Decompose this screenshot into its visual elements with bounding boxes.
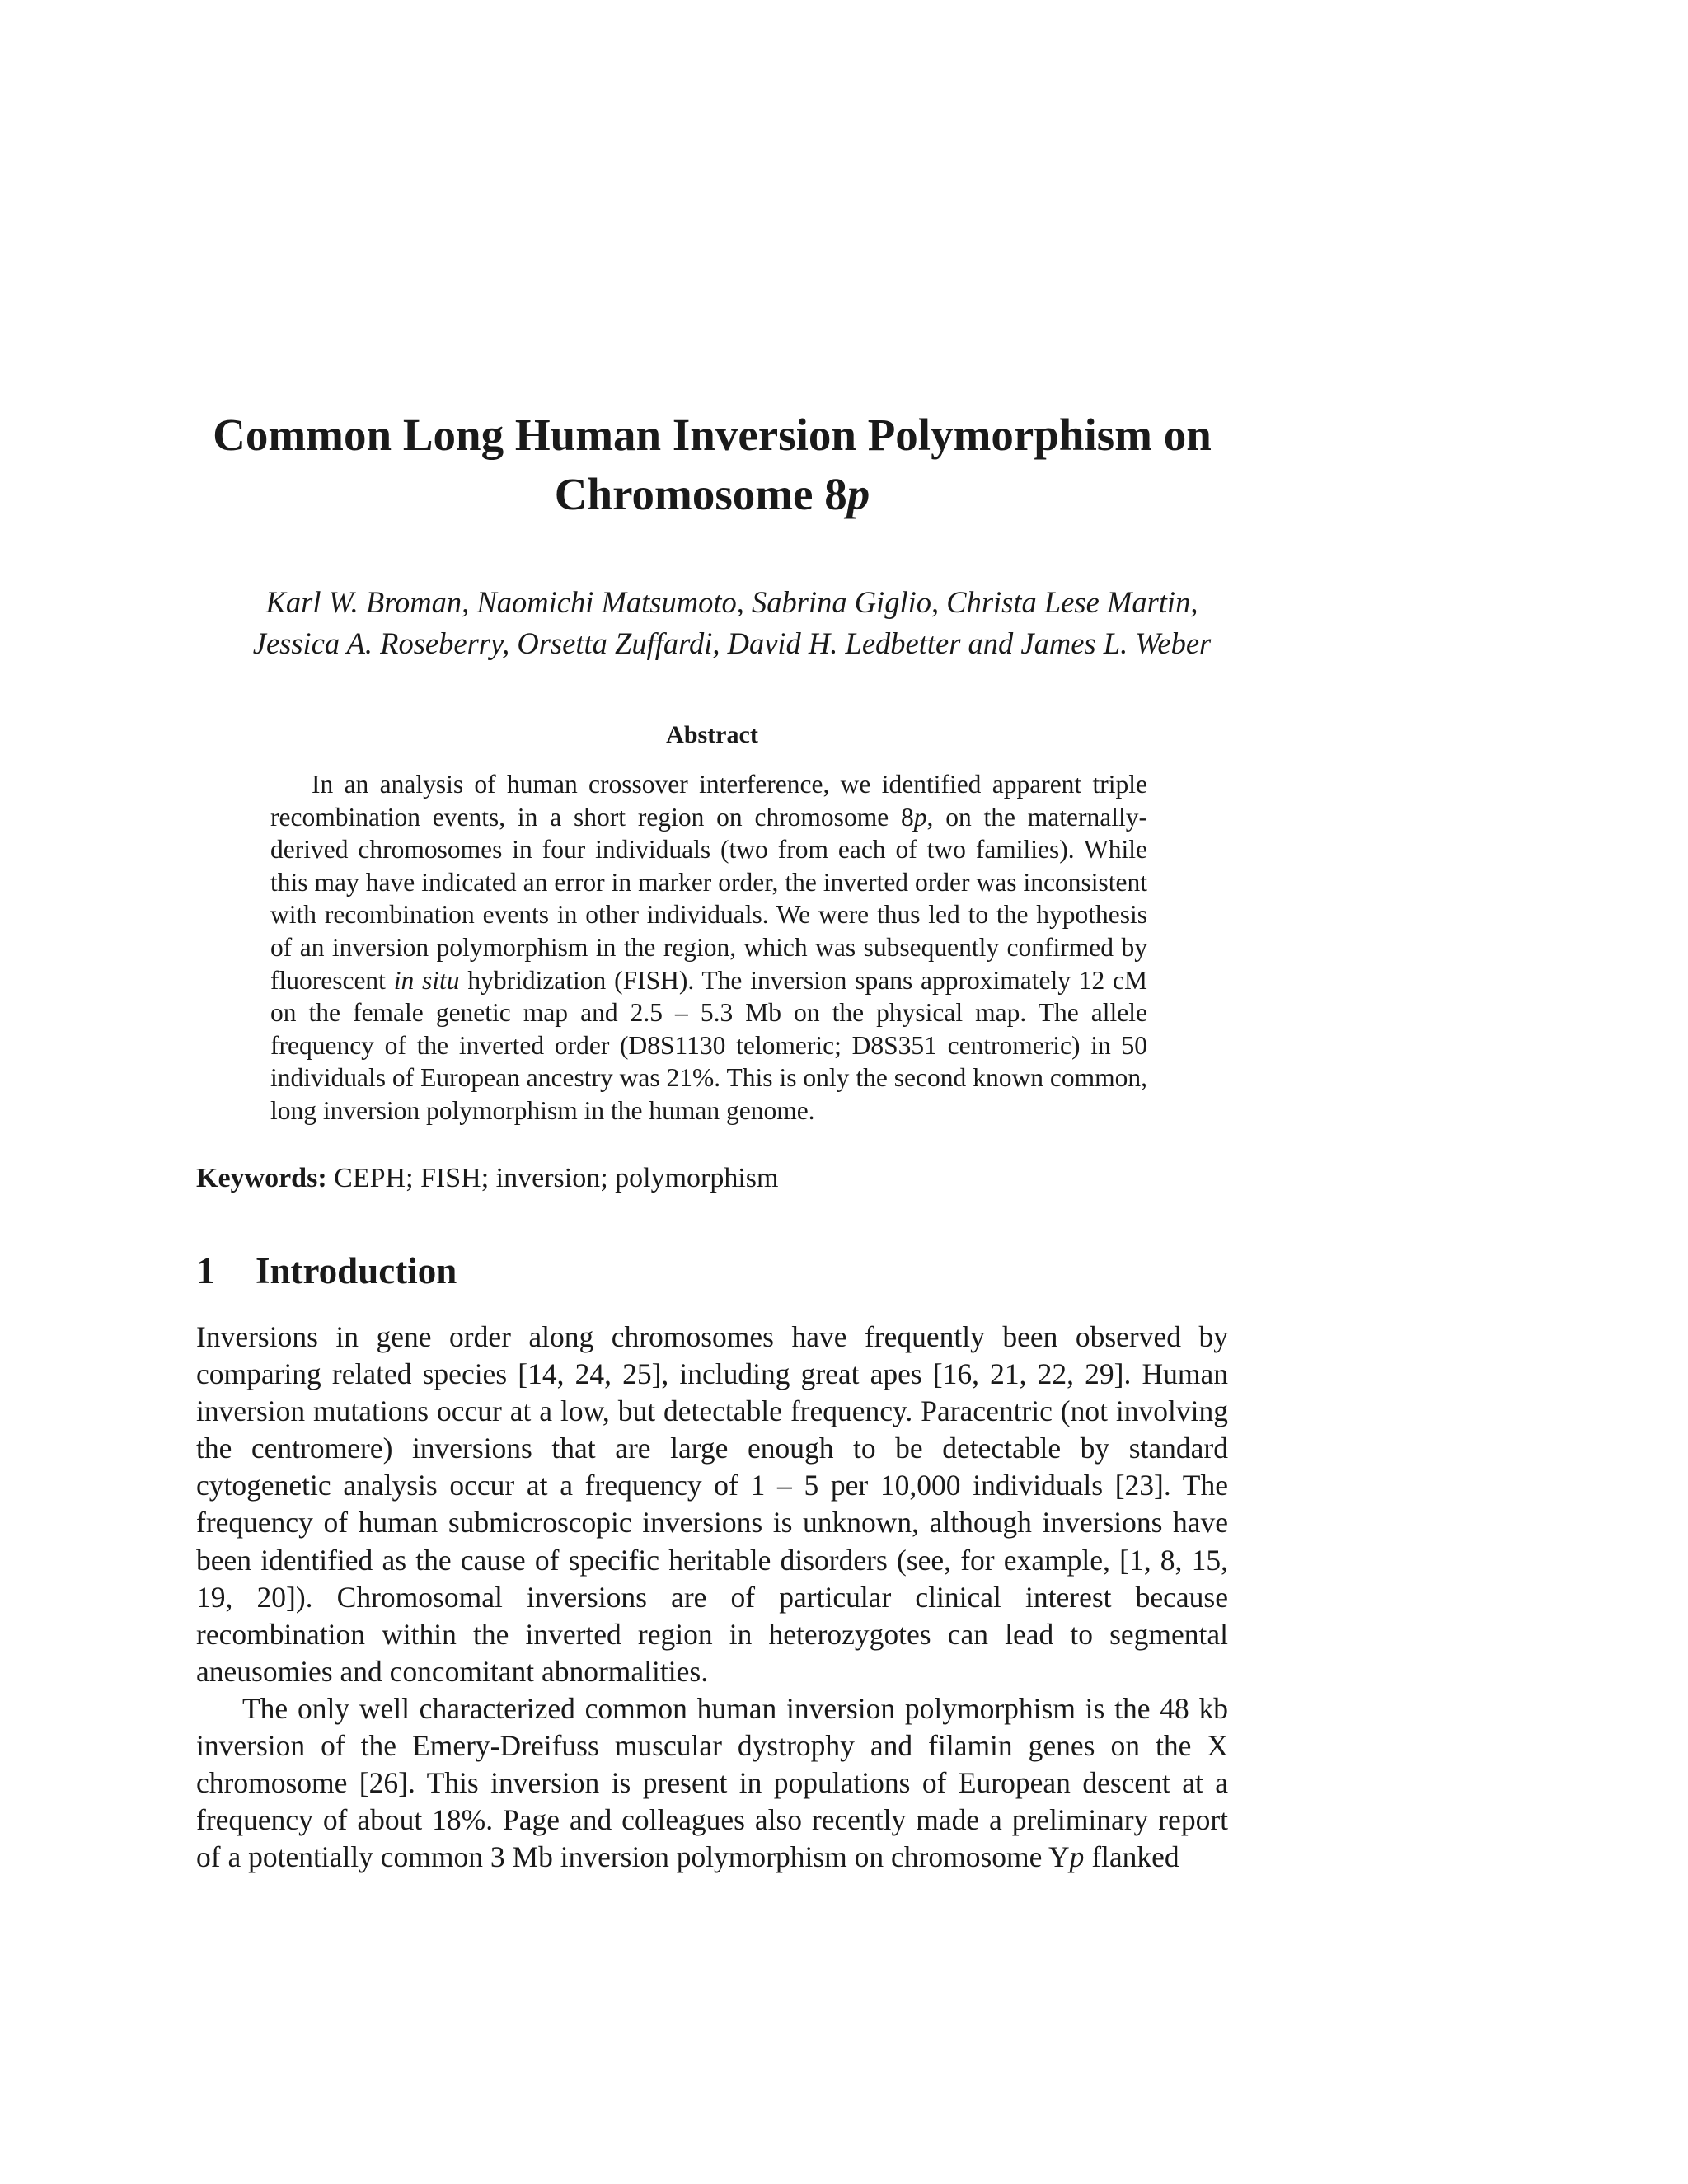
section-heading-introduction bbox=[196, 1246, 457, 1296]
body-paragraph-2-main: The only well characterized common human inversion polymorphism is the 48 kb inversion of the Emery-Dreifuss muscular dystrophy and filamin genes on the X chromosome [26]. This inversion is present in populations of European descent at a frequency of about 18%. Page and colleagues also recently made a preliminary report of a potentially common 3 Mb inversion polymorphism on chromosome Y bbox=[196, 1691, 1228, 1874]
keywords bbox=[196, 1160, 1228, 1197]
abstract-part-2: , on the maternally-derived chromosomes in four individuals (two from each of two families). While this may have indicated an error in marker order, the inverted order was inconsistent with recombination events in other individuals. We were thus led to the hypothesis of an inversion polymorphism in the region, which was subsequently confirmed by fluorescent bbox=[270, 802, 1147, 995]
title-line-1: Common Long Human Inversion Polymorphism on bbox=[213, 410, 1212, 460]
title-line-2: Chromosome 8 bbox=[554, 469, 847, 519]
section-number: 1 bbox=[196, 1250, 215, 1291]
body-paragraph-2 bbox=[196, 1690, 1228, 1876]
abstract-part-3: hybridization (FISH). The inversion spans approximately 12 cM on the female genetic map and 2.5 – 5.3 Mb on the physical map. The allele frequency of the inverted order (D8S1130 telomeric; D8S351 centromeric) in 50 individuals of European ancestry was 21%. This is only the second known common, long inversion polymorphism in the human genome. bbox=[270, 965, 1148, 1125]
author-line-2: Jessica A. Roseberry, Orsetta Zuffardi, David H. Ledbetter and James L. Weber bbox=[252, 626, 1212, 660]
introduction-body bbox=[196, 1319, 1228, 1876]
abstract-heading: Abstract bbox=[666, 721, 758, 748]
body-paragraph-1: Inversions in gene order along chromosomes have frequently been observed by comparing related species [14, 24, 25], including great apes [16, 21, 22, 29]. Human inversion mutations occur at a low, but detectable frequency. Paracentric (not involving the centromere) inversions that are large enough to be detectable by standard cytogenetic analysis occur at a frequency of 1 – 5 per 10,000 individuals [23]. The frequency of human submicroscopic inversions is unknown, although inversions have been identified as the cause of specific heritable disorders (see, for example, [1, 8, 15, 19, 20]). Chromosomal inversions are of particular clinical interest because recombination within the inverted region in heterozygotes can lead to segmental aneusomies and concomitant abnormalities. bbox=[196, 1320, 1228, 1688]
abstract-italic-p: p bbox=[913, 802, 927, 832]
abstract-part-1: In an analysis of human crossover interference, we identified apparent triple recombination events, in a short region on chromosome 8 bbox=[270, 770, 1147, 832]
body-paragraph-2-italic-p: p bbox=[1069, 1840, 1085, 1874]
keywords-text: CEPH; FISH; inversion; polymorphism bbox=[326, 1163, 779, 1193]
author-list bbox=[196, 582, 1268, 664]
section-title: Introduction bbox=[256, 1250, 457, 1291]
keywords-label: Keywords: bbox=[196, 1163, 327, 1193]
abstract-italic-in-situ: in situ bbox=[393, 965, 460, 995]
title-line-2-italic: p bbox=[846, 469, 870, 519]
body-paragraph-2-end: flanked bbox=[1084, 1840, 1179, 1874]
paper-title bbox=[196, 405, 1228, 524]
author-line-1: Karl W. Broman, Naomichi Matsumoto, Sabrina Giglio, Christa Lese Martin, bbox=[265, 585, 1198, 619]
abstract-text bbox=[270, 768, 1147, 1127]
